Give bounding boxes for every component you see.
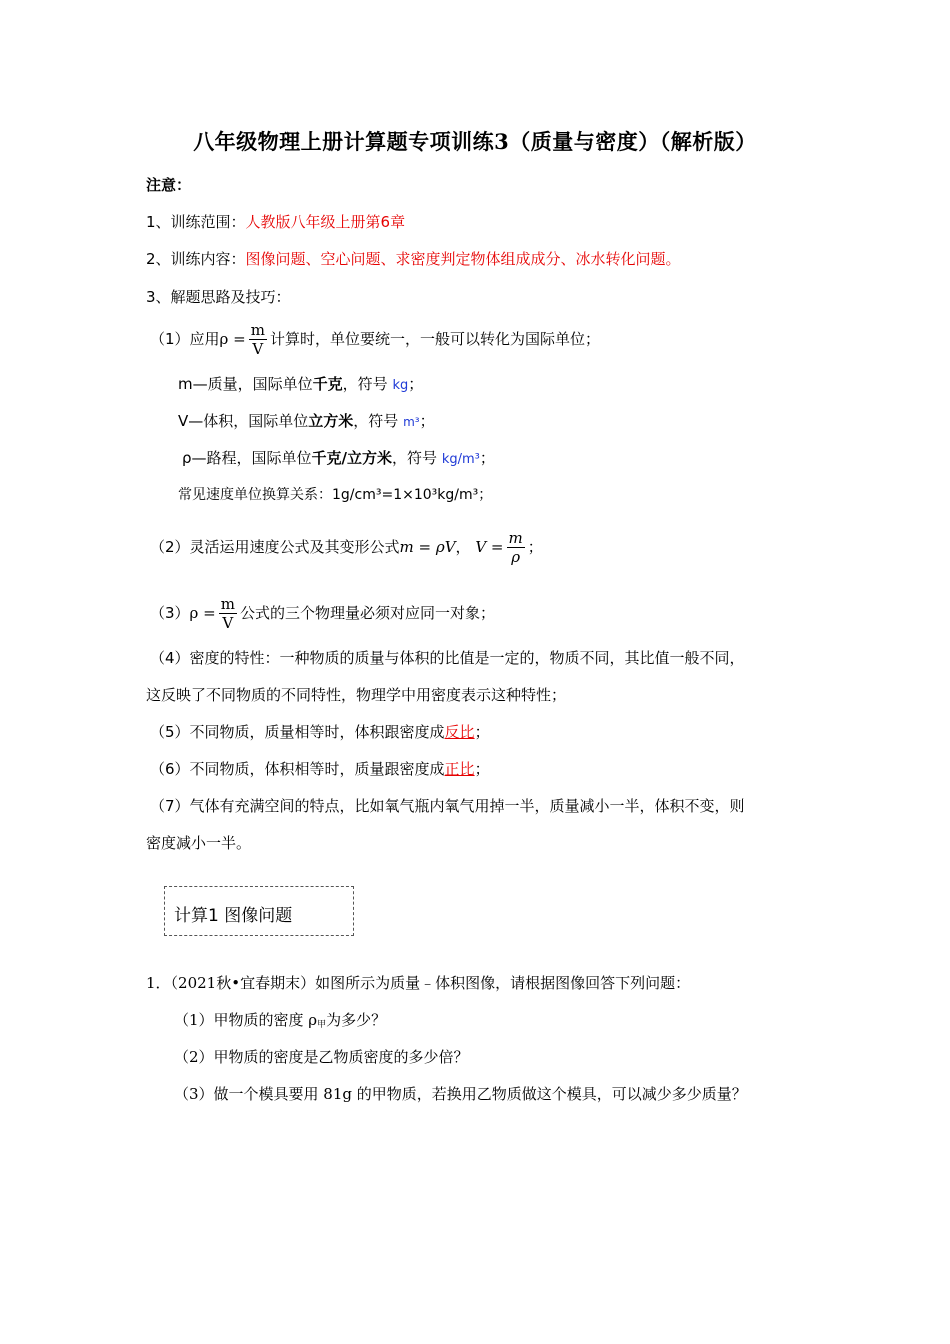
notes-item-3: 3、解题思路及技巧： bbox=[146, 288, 291, 306]
section-label: 计算1 图像问题 bbox=[174, 906, 293, 926]
tip-3-rho: ρ = bbox=[189, 604, 216, 622]
tip-1-rho: ρ = bbox=[219, 330, 246, 348]
density-line-unit-name: 千克/立方米 bbox=[311, 449, 393, 467]
page-title: 八年级物理上册计算题专项训练3（质量与密度）（解析版） bbox=[193, 129, 757, 154]
tip-1-fraction bbox=[249, 322, 267, 358]
tip-3 bbox=[150, 593, 495, 633]
density-line-a: ρ—路程，国际单位 bbox=[182, 449, 312, 467]
tip-3-prefix: （3） bbox=[150, 604, 190, 622]
density-line-symbol: kg/m³ bbox=[441, 452, 480, 467]
mass-line-d: ； bbox=[408, 375, 424, 393]
tip-1 bbox=[150, 319, 600, 359]
tip-2-denominator: ρ bbox=[511, 547, 521, 566]
question-1-part-2: （2）甲物质的密度是乙物质密度的多少倍？ bbox=[174, 1048, 469, 1066]
volume-line-a: V—体积，国际单位 bbox=[178, 412, 309, 430]
density-unit-line bbox=[182, 448, 495, 470]
tip-5 bbox=[150, 722, 490, 742]
tip-7-line-2: 密度减小一半。 bbox=[146, 834, 252, 852]
tip-2-separator: ， bbox=[455, 538, 471, 556]
tip-5-end: ； bbox=[474, 723, 490, 741]
question-1-part-1 bbox=[174, 1010, 386, 1035]
tip-2-fraction bbox=[507, 530, 525, 566]
tip-5-keyword: 反比 bbox=[444, 723, 475, 741]
tip-2-formula-1: m = ρV bbox=[399, 538, 456, 556]
volume-line-d: ； bbox=[419, 412, 435, 430]
question-1-number: 1． bbox=[146, 974, 171, 992]
mass-line-c: ，符号 bbox=[342, 375, 388, 393]
question-1-part-3: （3）做一个模具要用 81g 的甲物质，若换用乙物质做这个模具，可以减少多少质量？ bbox=[174, 1085, 747, 1103]
notes-item-2-label: 2、训练内容： bbox=[146, 250, 246, 268]
tip-1-prefix: （1）应用 bbox=[150, 330, 220, 348]
tip-1-denominator: V bbox=[252, 339, 264, 358]
tip-4-line-1: （4）密度的特性：一种物质的质量与体积的比值是一定的，物质不同，其比值一般不同， bbox=[150, 649, 745, 667]
mass-line-unit-name: 千克 bbox=[312, 375, 343, 393]
tip-2-end: ； bbox=[527, 538, 543, 556]
density-line-d: ； bbox=[479, 449, 495, 467]
tip-2 bbox=[150, 527, 543, 567]
question-1-part-1-subscript: 甲 bbox=[317, 1020, 327, 1030]
question-1-text: （2021秋•宜春期末）如图所示为质量﹣体积图像，请根据图像回答下列问题： bbox=[170, 974, 691, 992]
tip-1-suffix: 计算时，单位要统一，一般可以转化为国际单位； bbox=[269, 330, 600, 348]
tip-2-numerator: m bbox=[508, 528, 523, 547]
tip-5-prefix: （5）不同物质，质量相等时，体积跟密度成 bbox=[150, 723, 445, 741]
tip-3-fraction bbox=[219, 596, 237, 632]
tip-1-numerator: m bbox=[250, 320, 265, 339]
mass-line-a: m—质量，国际单位 bbox=[178, 375, 313, 393]
tip-6-end: ； bbox=[474, 760, 490, 778]
volume-line-c: ，符号 bbox=[353, 412, 399, 430]
mass-line-symbol: kg bbox=[392, 378, 409, 393]
volume-unit-line bbox=[178, 411, 435, 432]
volume-line-unit-name: 立方米 bbox=[308, 412, 354, 430]
notes-item-2-value: 图像问题、空心问题、求密度判定物体组成成分、冰水转化问题。 bbox=[245, 250, 681, 268]
tip-3-suffix: 公式的三个物理量必须对应同一对象； bbox=[239, 604, 495, 622]
notes-item-1 bbox=[146, 212, 405, 232]
tip-3-denominator: V bbox=[222, 613, 234, 632]
question-1-stem bbox=[146, 973, 690, 993]
notes-item-2 bbox=[146, 249, 681, 269]
question-1-part-1-b: 为多少？ bbox=[326, 1011, 387, 1029]
density-line-c: ，符号 bbox=[392, 449, 438, 467]
mass-unit-line bbox=[178, 374, 423, 396]
tip-2-prefix: （2）灵活运用速度公式及其变形公式 bbox=[150, 538, 400, 556]
volume-line-symbol: m³ bbox=[403, 415, 420, 429]
unit-conversion-line: 常见速度单位换算关系：1g/cm³=1×10³kg/m³； bbox=[178, 487, 493, 503]
question-1-part-1-a: （1）甲物质的密度 ρ bbox=[174, 1011, 318, 1029]
tip-6-prefix: （6）不同物质，体积相等时，质量跟密度成 bbox=[150, 760, 445, 778]
tip-3-numerator: m bbox=[220, 594, 235, 613]
tip-7-line-1: （7）气体有充满空间的特点，比如氧气瓶内氧气用掉一半，质量减小一半，体积不变，则 bbox=[150, 797, 745, 815]
tip-2-v-eq: V = bbox=[475, 538, 504, 556]
tip-6-keyword: 正比 bbox=[444, 760, 475, 778]
notes-item-1-value: 人教版八年级上册第6章 bbox=[245, 213, 406, 231]
tip-4-line-2: 这反映了不同物质的不同特性，物理学中用密度表示这种特性； bbox=[146, 686, 567, 704]
section-header-box bbox=[164, 886, 354, 936]
notes-item-1-label: 1、训练范围： bbox=[146, 213, 246, 231]
tip-6 bbox=[150, 759, 490, 779]
notes-heading: 注意： bbox=[146, 176, 192, 194]
